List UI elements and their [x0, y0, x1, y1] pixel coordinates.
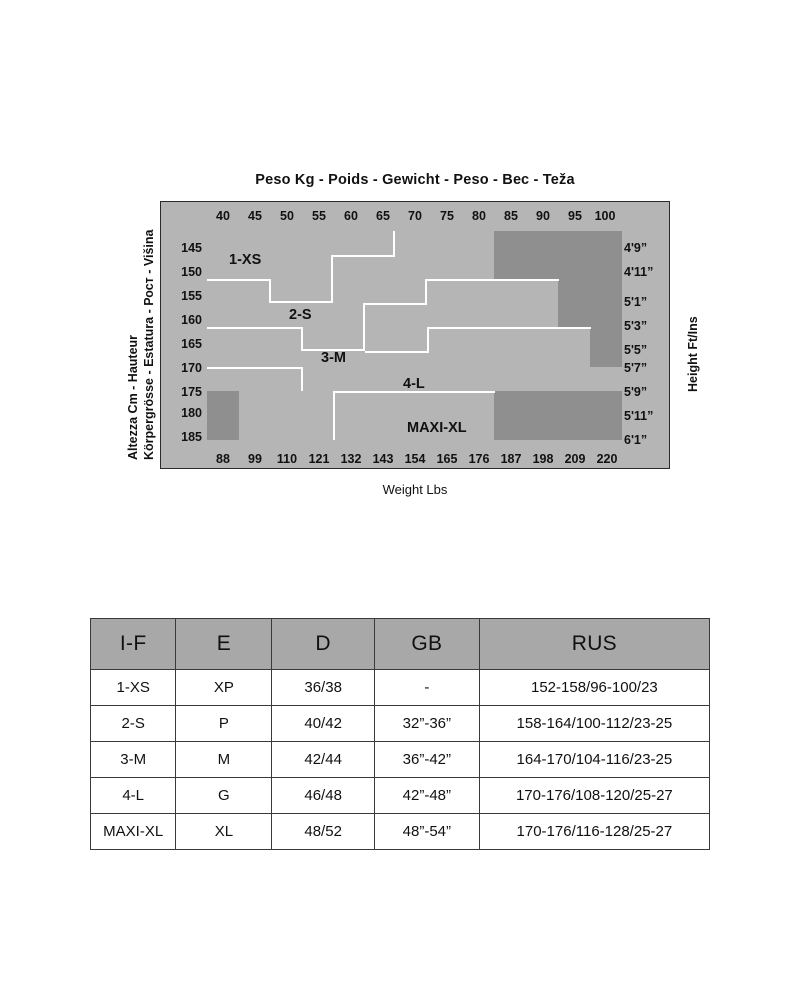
table-row	[91, 706, 710, 742]
cell-d: 40/42	[272, 706, 375, 742]
table-row	[91, 814, 710, 850]
boundary-4l-maxixl-seg2	[333, 391, 335, 440]
cell-rus: 158-164/100-112/23-25	[479, 706, 709, 742]
column-header-gb: GB	[374, 619, 479, 670]
cell-rus: 170-176/108-120/25-27	[479, 778, 709, 814]
chart-bottom-axis-title: Weight Lbs	[382, 482, 448, 497]
xtick-lbs-12: 220	[596, 452, 618, 466]
cell-if: 4-L	[91, 778, 176, 814]
xtick-lbs-4: 132	[340, 452, 362, 466]
xtick-lbs-6: 154	[404, 452, 426, 466]
boundary-2s-3m-seg7	[425, 279, 559, 281]
xtick-kg-4: 60	[344, 209, 358, 223]
cell-rus: 170-176/116-128/25-27	[479, 814, 709, 850]
table-row	[91, 778, 710, 814]
table-header-row	[91, 619, 710, 670]
boundary-3m-4l-seg2	[301, 367, 303, 391]
xtick-lbs-8: 176	[468, 452, 490, 466]
boundary-2s-3m-seg5	[363, 303, 427, 305]
ytick-ftins-7: 5'11”	[624, 409, 654, 423]
boundary-3m-4l-seg5	[427, 327, 591, 329]
ytick-ftins-3: 5'3”	[624, 319, 648, 333]
cell-e: XL	[176, 814, 272, 850]
ytick-ftins-8: 6'1”	[624, 433, 648, 447]
cell-if: 3-M	[91, 742, 176, 778]
zone-label-3m: 3-M	[321, 350, 346, 366]
ytick-ftins-4: 5'5”	[624, 343, 648, 357]
chart-title: Peso Kg - Poids - Gewicht - Peso - Вес - Teža	[255, 172, 575, 188]
column-header-if: I-F	[91, 619, 176, 670]
zone-label-1xs: 1-XS	[229, 252, 262, 268]
ytick-ftins-5: 5'7”	[624, 361, 648, 375]
xtick-kg-6: 70	[408, 209, 422, 223]
zone-out-of-range-bottomleft	[207, 391, 239, 440]
table-row	[91, 670, 710, 706]
xtick-lbs-0: 88	[216, 452, 230, 466]
xtick-lbs-2: 110	[276, 452, 298, 466]
table-row	[91, 742, 710, 778]
boundary-3m-4l-seg1	[207, 367, 303, 369]
column-header-d: D	[272, 619, 375, 670]
xtick-kg-9: 85	[504, 209, 518, 223]
left-axis-label-group	[110, 210, 154, 460]
ytick-ftins-6: 5'9”	[624, 385, 648, 399]
column-header-e: E	[176, 619, 272, 670]
cell-gb: 48”-54”	[374, 814, 479, 850]
xtick-lbs-1: 99	[248, 452, 262, 466]
cell-e: M	[176, 742, 272, 778]
xtick-lbs-5: 143	[372, 452, 394, 466]
ytick-ftins-2: 5'1”	[624, 295, 648, 309]
xtick-kg-1: 45	[248, 209, 262, 223]
boundary-1xs-2s-seg3	[269, 301, 333, 303]
cell-d: 36/38	[272, 670, 375, 706]
cell-d: 48/52	[272, 814, 375, 850]
cell-e: G	[176, 778, 272, 814]
ytick-cm-2: 155	[181, 289, 202, 303]
xtick-lbs-7: 165	[436, 452, 458, 466]
boundary-1xs-2s-seg2	[269, 279, 271, 303]
cell-if: 2-S	[91, 706, 176, 742]
boundary-2s-3m-seg4	[363, 303, 365, 351]
xtick-kg-3: 55	[312, 209, 326, 223]
cell-if: MAXI-XL	[91, 814, 176, 850]
cell-e: P	[176, 706, 272, 742]
ytick-ftins-1: 4'11”	[624, 265, 654, 279]
size-conversion-table	[90, 618, 710, 850]
boundary-2s-3m-seg2	[301, 327, 303, 351]
zone-out-of-range-right-mid	[558, 279, 622, 327]
boundary-3m-4l-seg4	[427, 327, 429, 353]
left-axis-label-line2: Körpergrösse - Estatura - Рост - Višina	[142, 229, 156, 460]
cell-rus: 152-158/96-100/23	[479, 670, 709, 706]
xtick-lbs-9: 187	[500, 452, 522, 466]
xtick-kg-11: 95	[568, 209, 582, 223]
boundary-1xs-2s-seg6	[393, 231, 395, 257]
cell-rus: 164-170/104-116/23-25	[479, 742, 709, 778]
xtick-kg-12: 100	[594, 209, 616, 223]
boundary-2s-3m-seg1	[207, 327, 303, 329]
ytick-cm-7: 180	[181, 406, 202, 420]
xtick-lbs-10: 198	[532, 452, 554, 466]
boundary-1xs-2s-seg1	[207, 279, 271, 281]
zone-label-maxixl: MAXI-XL	[407, 420, 467, 436]
zone-out-of-range-topright	[494, 231, 622, 279]
right-axis-label: Height Ft/Ins	[686, 316, 700, 392]
xtick-kg-10: 90	[536, 209, 550, 223]
boundary-2s-3m-seg6	[425, 279, 427, 305]
cell-gb: 42”-48”	[374, 778, 479, 814]
ytick-cm-5: 170	[181, 361, 202, 375]
cell-d: 46/48	[272, 778, 375, 814]
zone-out-of-range-right-lower	[590, 327, 622, 367]
ytick-cm-8: 185	[181, 430, 202, 444]
right-axis-label-group	[672, 296, 702, 392]
ytick-ftins-0: 4'9”	[624, 241, 648, 255]
cell-gb: 36”-42”	[374, 742, 479, 778]
chart-plot-area	[207, 231, 622, 440]
cell-if: 1-XS	[91, 670, 176, 706]
column-header-rus: RUS	[479, 619, 709, 670]
xtick-lbs-11: 209	[564, 452, 586, 466]
xtick-kg-2: 50	[280, 209, 294, 223]
boundary-3m-4l-seg3	[365, 351, 429, 353]
ytick-cm-0: 145	[181, 241, 202, 255]
cell-d: 42/44	[272, 742, 375, 778]
cell-e: XP	[176, 670, 272, 706]
zone-label-4l: 4-L	[403, 376, 425, 392]
left-axis-label-line1: Altezza Cm - Hauteur	[126, 334, 140, 460]
ytick-cm-6: 175	[181, 385, 202, 399]
ytick-cm-3: 160	[181, 313, 202, 327]
ytick-cm-1: 150	[181, 265, 202, 279]
xtick-kg-0: 40	[216, 209, 230, 223]
zone-label-2s: 2-S	[289, 307, 312, 323]
zone-out-of-range-bottomright	[494, 391, 622, 440]
xtick-kg-5: 65	[376, 209, 390, 223]
boundary-1xs-2s-seg5	[331, 255, 395, 257]
boundary-1xs-2s-seg4	[331, 255, 333, 303]
cell-gb: -	[374, 670, 479, 706]
xtick-kg-8: 80	[472, 209, 486, 223]
ytick-cm-4: 165	[181, 337, 202, 351]
xtick-kg-7: 75	[440, 209, 454, 223]
cell-gb: 32”-36”	[374, 706, 479, 742]
xtick-lbs-3: 121	[308, 452, 330, 466]
